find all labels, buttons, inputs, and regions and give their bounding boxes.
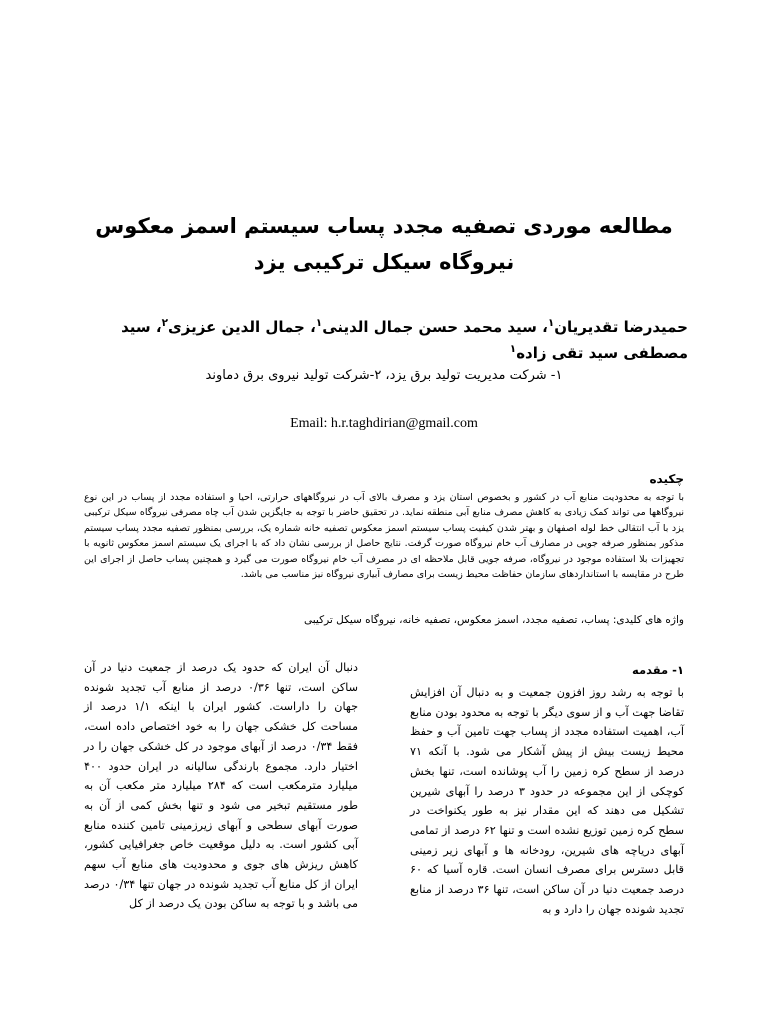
body-paragraph: با توجه به رشد روز افزون جمعیت و به دنبال آن افزایش تقاضا جهت آب و از سوی دیگر با توجه به محدود بودن منابع آب، اهمیت استفاده مجدد از پساب جهت تامین آب و حفظ محیط زیست بیش از پیش آشکار می شود. با آنکه ۷۱ درصد از سطح کره زمین را آب پوشانده است، تنها بخش کوچکی از این مجموعه در حدود ۳ درصد را آبهای شیرین تشکیل می دهند که این مقدار نیز به طور یکنواخت در سطح کره زمین توزیع نشده است و تنها ۶۲ درصد از تمامی آبهای دریاچه های شیرین، رودخانه ها و آبهای زیر زمینی قابل دسترس برای مصرف انسان است. قاره آسیا که ۶۰ درصد جمعیت دنیا در آن ساکن است، تنها ۳۶ درصد از منابع تجدید شونده جهان را دارد و به	[410, 686, 685, 916]
author-name: سید محمد حسن جمال الدینی	[322, 318, 537, 336]
author-affiliation-mark: ۱	[509, 343, 517, 355]
body-column-left	[84, 658, 358, 914]
body-paragraph: دنبال آن ایران که حدود یک درصد از جمعیت دنیا در آن ساکن است، تنها ۰/۳۶ درصد از منابع آب تجدید شونده جهان را داراست. کشور ایران با اینکه ۱/۱ درصد از مساحت کل خشکی جهان را به خود اختصاص داده است، فقط ۰/۳۴ درصد از آبهای موجود در کل خشکی جهان را در اختیار دارد. مجموع بارندگی سالیانه در ایران حدود ۴۰۰ میلیارد مترمکعب است که ۲۸۴ میلیارد متر مکعب آن به طور مستقیم تبخیر می شود و تنها بخش کمی از آن به صورت آبهای سطحی و آبهای زیرزمینی تامین کننده منابع آبی کشور است. به دلیل موقعیت خاص جغرافیایی کشور، کاهش ریزش های جوی و محدودیت های منابع آب سهم ایران از کل منابع آب تجدید شونده در جهان تنها ۰/۳۴ درصد می باشد و با توجه به ساکن بودن یک درصد از کل	[84, 661, 358, 911]
section-heading-introduction: ۱- مقدمه	[632, 663, 684, 677]
author-affiliation-mark: ۲	[161, 317, 169, 329]
paper-title: مطالعه موردی تصفیه مجدد پساب سیستم اسمز معکوس نیروگاه سیکل ترکیبی یزد	[95, 214, 673, 274]
author-affiliations: ۱- شرکت مدیریت تولید برق یزد، ۲-شرکت تولید نیروی برق دماوند	[205, 368, 563, 383]
abstract-heading: چکیده	[649, 472, 684, 486]
keywords-label: واژه های کلیدی:	[612, 614, 684, 626]
body-column-right	[410, 660, 684, 919]
author-affiliation-mark: ۱	[547, 317, 555, 329]
author-separator: ،	[150, 318, 162, 336]
author-affiliation-mark: ۱	[315, 317, 323, 329]
keywords-text: پساب، تصفیه مجدد، اسمز معکوس، تصفیه خانه، نیروگاه سیکل ترکیبی	[303, 614, 610, 626]
author-separator: ،	[536, 318, 548, 336]
author-list	[80, 314, 688, 366]
author-name: حمیدرضا تقدیریان	[554, 318, 688, 336]
keywords	[84, 612, 684, 628]
author-separator: ،	[304, 318, 316, 336]
author-name: جمال الدین عزیزی	[168, 318, 305, 336]
contact-email: Email: h.r.taghdirian@gmail.com	[290, 416, 478, 431]
author-name: سید مصطفی سید تقی زاده	[121, 318, 688, 362]
abstract-text: با توجه به محدودیت منابع آب در کشور و بخصوص استان یزد و مصرف بالای آب در نیروگاههای حرارتی، احیا و استفاده مجدد از پساب در این نوع نیروگاهها می تواند کمک زیادی به کاهش مصرف منابع آبی منطقه نماید. در تحقیق حاضر با توجه به جایگزین شدن آب چاه مصرفی نیروگاه سیکل ترکیبی یزد با آب انتقالی خط لوله اصفهان و بهتر شدن کیفیت پساب سیستم اسمز معکوس تصفیه خانه شماره یک، بررسی بمنظور تصفیه مجدد پساب سیستم مذکور بمنظور صرفه جویی در مصارف آب خام نیروگاه صورت گرفت. نتایج حاصل از بررسی نشان داد که با اجرای یک سیستم اسمز معکوس ثانویه با تجهیزات بلا استفاده موجود در نیروگاه، صرفه جویی قابل ملاحظه ای در مصرف آب خام نیروگاه صورت می گیرد و همچنین پساب حاصل از اجرای این طرح در مقایسه با استانداردهای سازمان حفاظت محیط زیست برای مصارف آبیاری نیروگاه نیز مناسب می باشد.	[84, 492, 684, 581]
